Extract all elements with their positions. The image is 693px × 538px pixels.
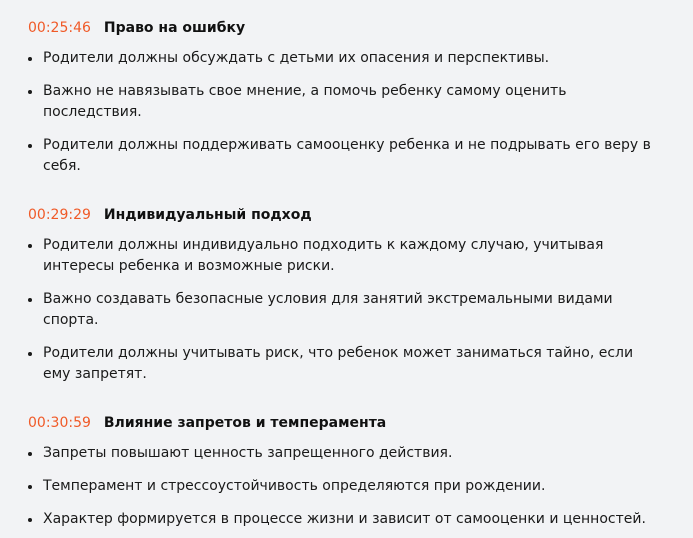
bullet-icon: [28, 352, 32, 356]
bullet-item: [28, 289, 663, 331]
section-header: [28, 16, 675, 40]
bullet-text: Родители должны поддерживать самооценку ребенка и не подрывать его веру в себя.: [43, 137, 651, 174]
section-title: Влияние запретов и темперамента: [103, 415, 387, 431]
bullet-text: Темперамент и стрессоустойчивость определяются при рождении.: [43, 478, 546, 494]
bullet-list: [28, 48, 675, 177]
bullet-text: Важно создавать безопасные условия для занятий экстремальными видами спорта.: [43, 291, 613, 328]
timestamp-link[interactable]: 00:29:29: [28, 207, 91, 223]
section-header: [28, 411, 675, 435]
bullet-text: Запреты повышают ценность запрещенного действия.: [43, 445, 453, 461]
summary-section: [28, 411, 675, 530]
bullet-icon: [28, 57, 32, 61]
bullet-item: [28, 509, 663, 530]
bullet-icon: [28, 298, 32, 302]
bullet-text: Важно не навязывать свое мнение, а помочь ребенку самому оценить последствия.: [43, 83, 567, 120]
bullet-icon: [28, 90, 32, 94]
timestamp-link[interactable]: 00:25:46: [28, 20, 91, 36]
summary-section: [28, 203, 675, 385]
bullet-item: [28, 443, 663, 464]
bullet-item: [28, 135, 663, 177]
section-title: Право на ошибку: [103, 20, 246, 36]
bullet-icon: [28, 485, 32, 489]
bullet-text: Родители должны обсуждать с детьми их опасения и перспективы.: [43, 50, 550, 66]
bullet-icon: [28, 518, 32, 522]
bullet-item: [28, 343, 663, 385]
bullet-icon: [28, 452, 32, 456]
bullet-text: Характер формируется в процессе жизни и зависит от самооценки и ценностей.: [43, 511, 646, 527]
bullet-item: [28, 81, 663, 123]
bullet-text: Родители должны индивидуально подходить к каждому случаю, учитывая интересы ребенка и возможные риски.: [43, 237, 604, 274]
bullet-item: [28, 235, 663, 277]
section-header: [28, 203, 675, 227]
bullet-item: [28, 48, 663, 69]
bullet-icon: [28, 244, 32, 248]
bullet-item: [28, 476, 663, 497]
section-title: Индивидуальный подход: [103, 207, 312, 223]
summary-section: [28, 16, 675, 177]
bullet-text: Родители должны учитывать риск, что ребенок может заниматься тайно, если ему запретят.: [43, 345, 634, 382]
timestamp-link[interactable]: 00:30:59: [28, 415, 91, 431]
bullet-icon: [28, 144, 32, 148]
bullet-list: [28, 235, 675, 385]
bullet-list: [28, 443, 675, 530]
